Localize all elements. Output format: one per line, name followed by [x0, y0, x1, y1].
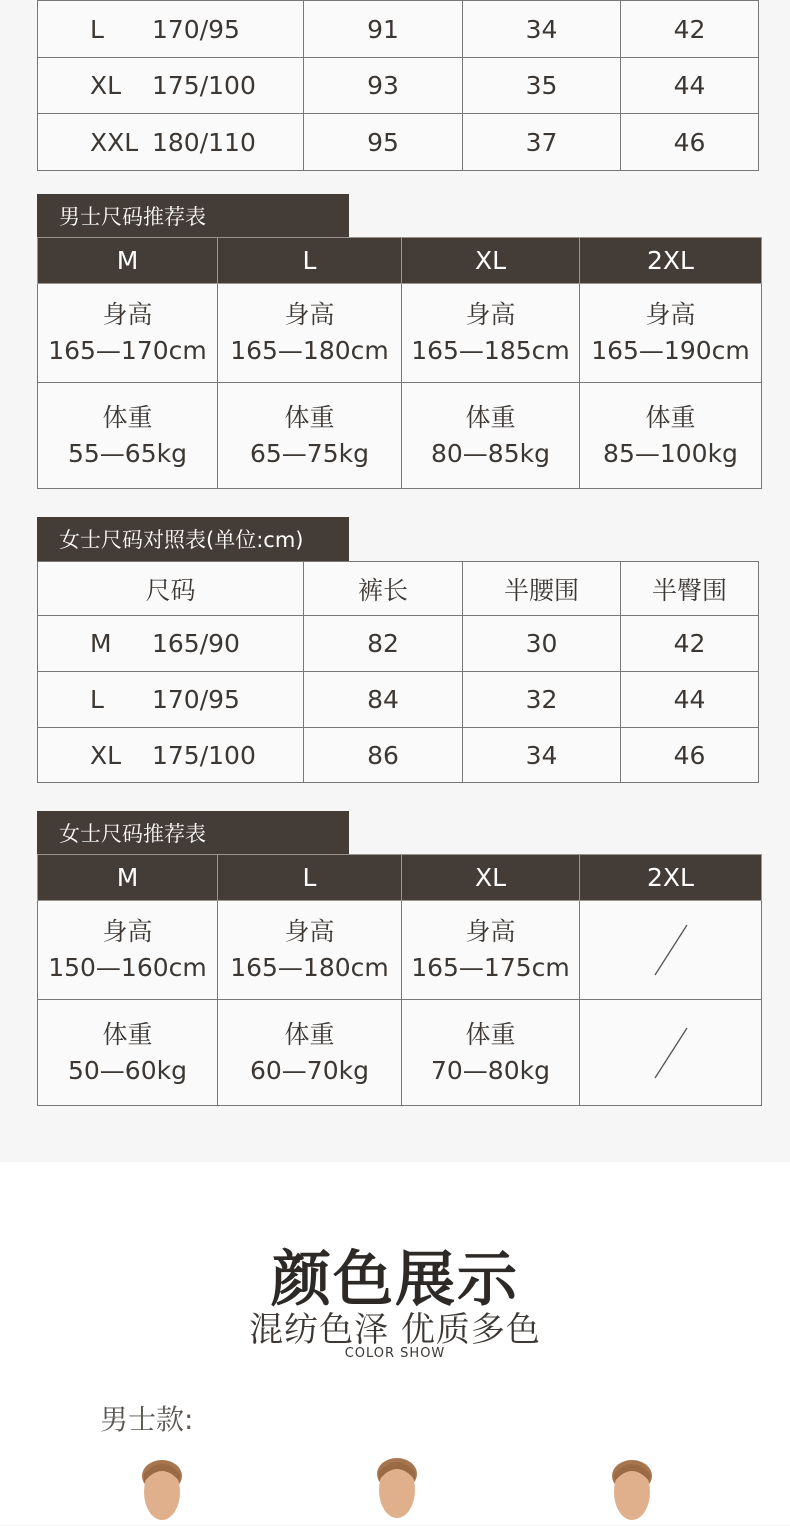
weight-label: 体重	[645, 402, 696, 432]
color-show-title: 颜色展示	[271, 1245, 519, 1315]
model-head-icon	[606, 1456, 658, 1526]
size-cell: XL 175/100	[38, 728, 304, 783]
height-label: 身高	[284, 300, 335, 329]
weight-label: 体重	[284, 1019, 335, 1049]
height-value: 165—180cm	[230, 336, 389, 365]
height-value: 165—170cm	[48, 336, 207, 365]
slash-mark	[651, 923, 691, 977]
height-cell	[38, 284, 218, 383]
size-header: M	[38, 238, 218, 284]
table-row	[38, 58, 759, 114]
table-row	[38, 114, 759, 171]
weight-cell	[38, 1000, 218, 1106]
half-waist-cell: 34	[463, 1, 621, 58]
women-compare-tab-label: 女士尺码对照表(单位:cm)	[37, 517, 349, 561]
size-header: 2XL	[580, 855, 762, 901]
height-value: 165—190cm	[591, 336, 750, 365]
half-waist-cell: 30	[463, 616, 621, 672]
size-cell: M 165/90	[38, 616, 304, 672]
size-header: 2XL	[580, 238, 762, 284]
half-waist-cell: 32	[463, 672, 621, 728]
height-label: 身高	[102, 300, 153, 329]
height-label: 身高	[465, 300, 516, 329]
weight-value: 50—60kg	[68, 1055, 187, 1085]
table-row	[38, 1000, 762, 1106]
size-header: L	[218, 238, 402, 284]
pants-length-cell: 82	[304, 616, 463, 672]
not-available-cell	[580, 901, 762, 1000]
weight-label: 体重	[102, 402, 153, 432]
weight-value: 60—70kg	[250, 1055, 369, 1085]
model-head-icon	[136, 1456, 188, 1526]
size-cell: XXL 180/110	[38, 114, 304, 171]
height-value: 165—175cm	[411, 953, 570, 982]
half-hip-header: 半臀围	[621, 562, 759, 616]
pants-length-header: 裤长	[304, 562, 463, 616]
table-row	[38, 284, 762, 383]
model-head-icon	[371, 1454, 423, 1524]
pants-length-cell: 84	[304, 672, 463, 728]
half-waist-cell: 37	[463, 114, 621, 171]
half-hip-cell: 42	[621, 1, 759, 58]
model-photo	[136, 1456, 188, 1526]
table-row	[38, 616, 759, 672]
height-cell	[580, 284, 762, 383]
height-cell	[402, 284, 580, 383]
size-cell: L 170/95	[38, 1, 304, 58]
weight-label: 体重	[465, 402, 516, 432]
size-cell: L 170/95	[38, 672, 304, 728]
women-recommend-tab-label: 女士尺码推荐表	[37, 811, 349, 855]
table-row	[38, 383, 762, 489]
half-waist-cell: 35	[463, 58, 621, 114]
size-header: L	[218, 855, 402, 901]
height-value: 165—185cm	[411, 336, 570, 365]
weight-cell	[402, 383, 580, 489]
height-label: 身高	[465, 917, 516, 946]
table-row	[38, 728, 759, 783]
women-compare-table	[37, 561, 759, 783]
men-recommend-table	[37, 237, 762, 489]
weight-cell	[580, 383, 762, 489]
height-label: 身高	[102, 917, 153, 946]
size-column-header: 尺码	[38, 562, 304, 616]
table-header-row	[38, 562, 759, 616]
pants-length-cell: 86	[304, 728, 463, 783]
size-header: XL	[402, 855, 580, 901]
weight-cell	[218, 383, 402, 489]
weight-label: 体重	[284, 402, 335, 432]
half-hip-cell: 46	[621, 728, 759, 783]
color-show-subtitle: 混纺色泽 优质多色	[249, 1310, 541, 1350]
weight-cell	[402, 1000, 580, 1106]
height-cell	[218, 901, 402, 1000]
model-photo	[371, 1454, 423, 1524]
half-hip-cell: 44	[621, 672, 759, 728]
half-waist-cell: 34	[463, 728, 621, 783]
top-size-table	[37, 0, 759, 171]
height-label: 身高	[284, 917, 335, 946]
not-available-cell	[580, 1000, 762, 1106]
height-cell	[218, 284, 402, 383]
pants-length-cell: 93	[304, 58, 463, 114]
size-header: XL	[402, 238, 580, 284]
slash-mark	[651, 1026, 691, 1080]
pants-length-cell: 91	[304, 1, 463, 58]
men-recommend-tab-label: 男士尺码推荐表	[37, 194, 349, 238]
weight-value: 85—100kg	[603, 438, 738, 468]
pants-length-cell: 95	[304, 114, 463, 171]
color-show-english: COLOR SHOW	[344, 1346, 446, 1361]
size-header: M	[38, 855, 218, 901]
size-cell: XL 175/100	[38, 58, 304, 114]
table-row	[38, 1, 759, 58]
weight-cell	[218, 1000, 402, 1106]
half-hip-cell: 46	[621, 114, 759, 171]
height-cell	[38, 901, 218, 1000]
weight-value: 70—80kg	[431, 1055, 550, 1085]
table-header-row	[38, 855, 762, 901]
half-hip-cell: 44	[621, 58, 759, 114]
women-recommend-table	[37, 854, 762, 1106]
weight-value: 65—75kg	[250, 438, 369, 468]
color-show-section	[0, 1162, 790, 1525]
table-header-row	[38, 238, 762, 284]
height-cell	[402, 901, 580, 1000]
men-style-label: 男士款:	[100, 1403, 194, 1436]
half-hip-cell: 42	[621, 616, 759, 672]
height-value: 165—180cm	[230, 953, 389, 982]
weight-value: 55—65kg	[68, 438, 187, 468]
half-waist-header: 半腰围	[463, 562, 621, 616]
weight-value: 80—85kg	[431, 438, 550, 468]
model-photo	[606, 1456, 658, 1526]
weight-label: 体重	[102, 1019, 153, 1049]
weight-cell	[38, 383, 218, 489]
weight-label: 体重	[465, 1019, 516, 1049]
table-row	[38, 901, 762, 1000]
height-value: 150—160cm	[48, 953, 207, 982]
height-label: 身高	[645, 300, 696, 329]
table-row	[38, 672, 759, 728]
